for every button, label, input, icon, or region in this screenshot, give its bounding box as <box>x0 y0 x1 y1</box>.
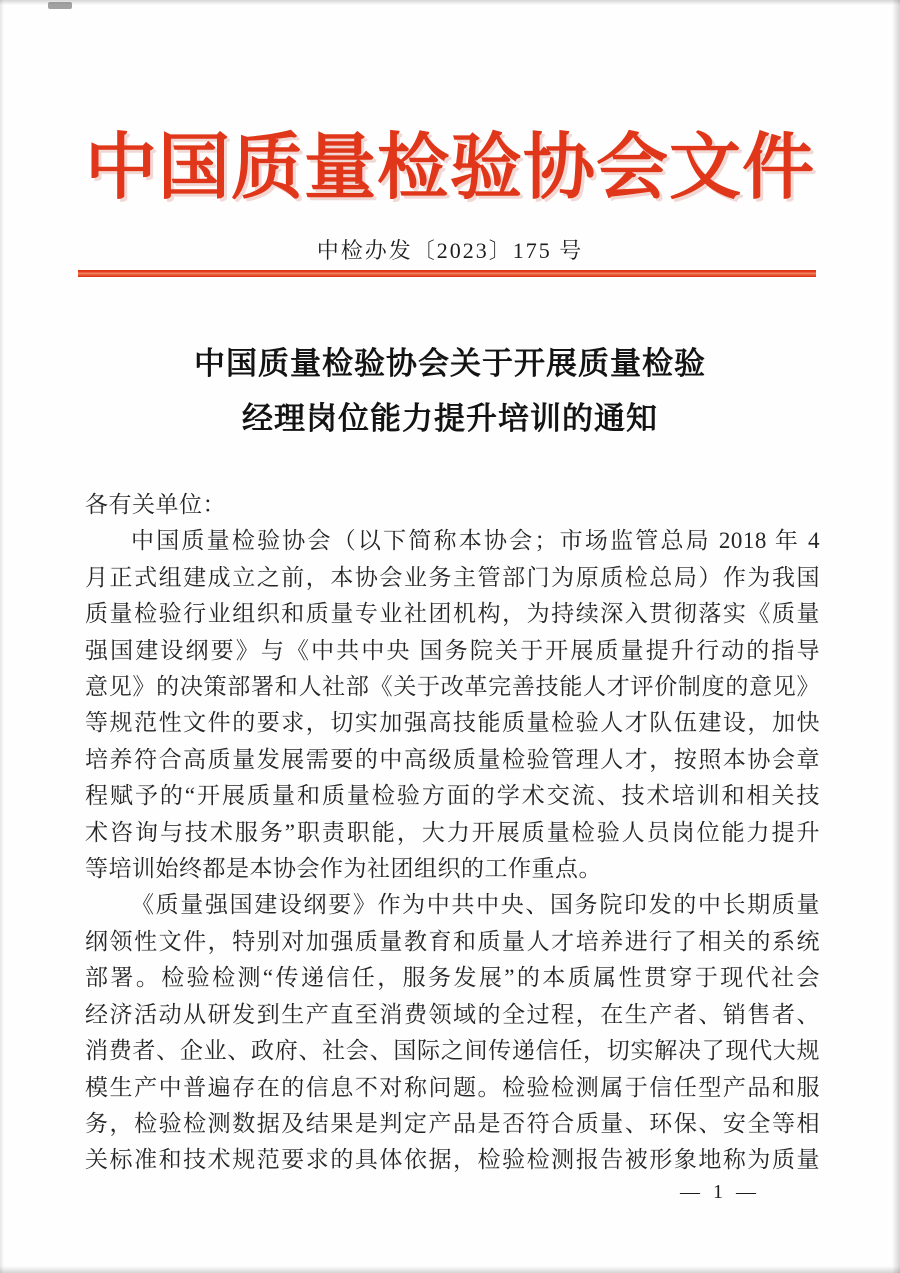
body-text <box>85 487 820 1179</box>
body-text-line: 经济活动从研发到生产直至消费领域的全过程，在生产者、销售者、 <box>85 1001 820 1027</box>
body-text-line: 《质量强国建设纲要》作为中共中央、国务院印发的中长期质量 <box>131 892 820 918</box>
red-divider-rule <box>78 270 816 277</box>
body-text-line: 培养符合高质量发展需要的中高级质量检验管理人才，按照本协会章 <box>85 746 820 772</box>
document-title-line-1: 中国质量检验协会关于开展质量检验 <box>194 346 706 381</box>
org-header-title: 中国质量检验协会文件 <box>84 128 815 208</box>
body-text-line: 月正式组建成立之前，本协会业务主管部门为原质检总局）作为我国 <box>85 564 820 590</box>
scan-edge-bottom <box>0 1266 900 1273</box>
body-text-line: 纲领性文件，特别对加强质量教育和质量人才培养进行了相关的系统 <box>85 928 820 954</box>
body-text-line: 中国质量检验协会（以下简称本协会；市场监管总局 2018 年 4 <box>131 528 820 554</box>
salutation: 各有关单位： <box>85 492 226 517</box>
body-text-line: 强国建设纲要》与《中共中央 国务院关于开展质量提升行动的指导 <box>85 637 820 663</box>
document-title-line-2: 经理岗位能力提升培训的通知 <box>242 401 658 436</box>
document-title <box>0 336 900 446</box>
body-text-line: 消费者、企业、政府、社会、国际之间传递信任，切实解决了现代大规 <box>85 1038 820 1064</box>
body-text-line: 模生产中普遍存在的信息不对称问题。检验检测属于信任型产品和服 <box>85 1074 820 1100</box>
body-text-line: 关标准和技术规范要求的具体依据，检验检测报告被形象地称为质量 <box>85 1147 820 1173</box>
page-number: — 1 — <box>680 1181 760 1203</box>
body-text-line: 程赋予的“开展质量和质量检验方面的学术交流、技术培训和相关技 <box>85 783 820 809</box>
body-text-line: 质量检验行业组织和质量专业社团机构，为持续深入贯彻落实《质量 <box>85 601 820 627</box>
scan-corner-mark <box>48 2 72 9</box>
body-text-line: 部署。检验检测“传递信任，服务发展”的本质属性贯穿于现代社会 <box>85 965 820 991</box>
body-text-line: 务，检验检测数据及结果是判定产品是否符合质量、环保、安全等相 <box>85 1110 820 1136</box>
doc-number: 中检办发〔2023〕175 号 <box>316 238 584 263</box>
scan-edge-top <box>0 0 900 5</box>
body-text-line: 等规范性文件的要求，切实加强高技能质量检验人才队伍建设，加快 <box>85 710 820 736</box>
body-text-line: 意见》的决策部署和人社部《关于改革完善技能人才评价制度的意见》 <box>85 674 820 700</box>
body-text-line: 等培训始终都是本协会作为社团组织的工作重点。 <box>85 856 602 882</box>
body-text-line: 术咨询与技术服务”职责职能，大力开展质量检验人员岗位能力提升 <box>85 819 820 845</box>
